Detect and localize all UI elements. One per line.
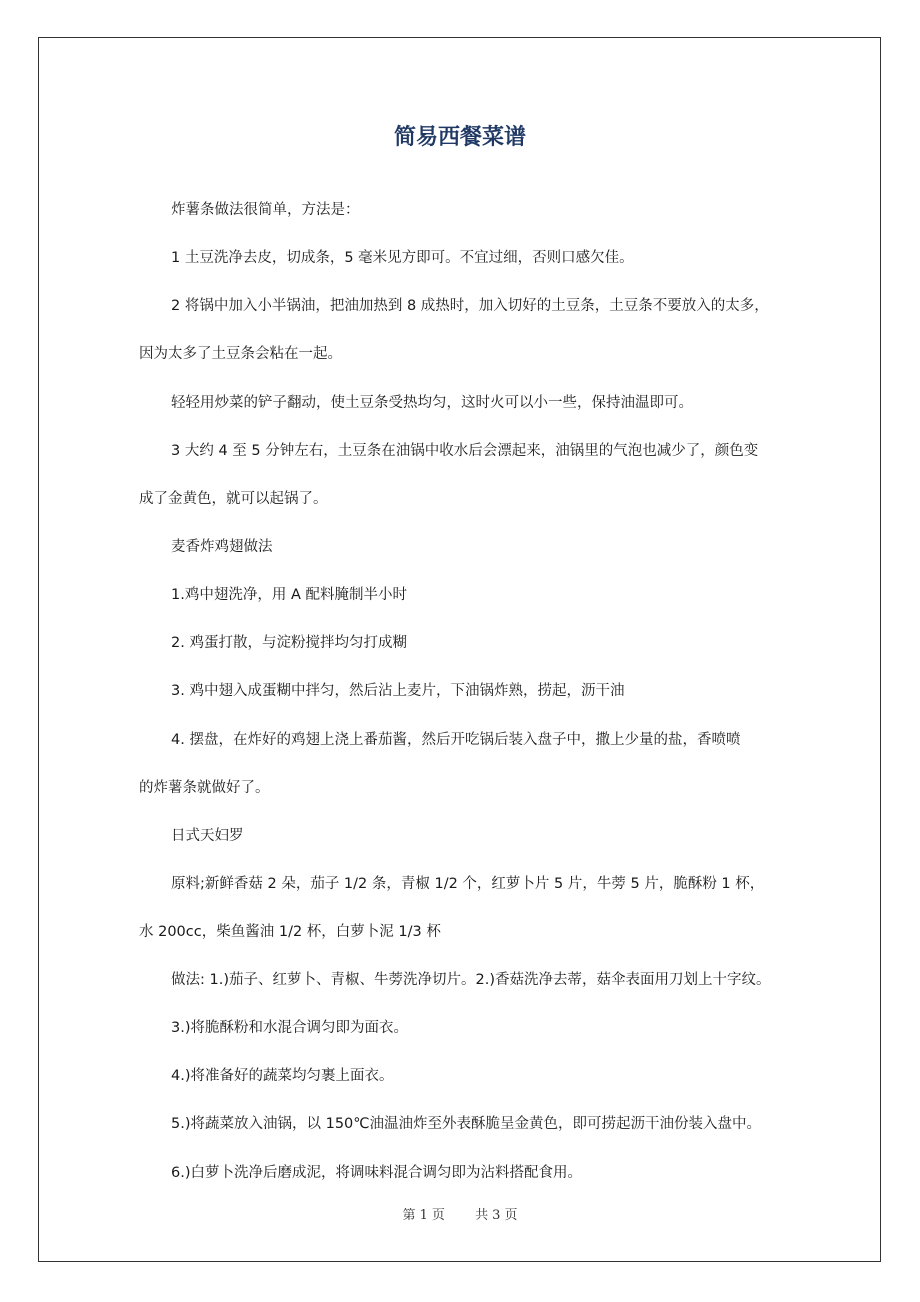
paragraph: 做法: 1.)茄子、红萝卜、青椒、牛蒡洗净切片。2.)香菇洗净去蒂，菇伞表面用刀划上十字纹。 — [171, 972, 771, 988]
paragraph: 4. 摆盘，在炸好的鸡翅上浇上番茄酱，然后开吃锅后装入盘子中，撒上少量的盐，香喷喷 — [171, 732, 741, 748]
paragraph: 1 土豆洗净去皮，切成条，5 毫米见方即可。不宜过细，否则口感欠佳。 — [171, 250, 634, 266]
paragraph: 炸薯条做法很简单，方法是： — [171, 202, 360, 218]
page-current: 1 — [419, 1208, 428, 1223]
paragraph: 1.鸡中翅洗净，用 A 配料腌制半小时 — [171, 587, 407, 603]
paragraph-continuation: 因为太多了土豆条会粘在一起。 — [139, 346, 342, 362]
paragraph-continuation: 成了金黄色，就可以起锅了。 — [139, 491, 328, 507]
page-footer — [0, 1206, 920, 1226]
total-prefix: 共 — [475, 1208, 489, 1223]
paragraph: 轻轻用炒菜的铲子翻动，使土豆条受热均匀，这时火可以小一些，保持油温即可。 — [171, 395, 693, 411]
paragraph: 6.)白萝卜洗净后磨成泥，将调味料混合调匀即为沾料搭配食用。 — [171, 1165, 582, 1181]
page-unit: 页 — [431, 1208, 445, 1223]
paragraph: 5.)将蔬菜放入油锅，以 150℃油温油炸至外表酥脆呈金黄色，即可捞起沥干油份装入盘中。 — [171, 1116, 762, 1132]
paragraph: 4.)将准备好的蔬菜均匀裹上面衣。 — [171, 1068, 394, 1084]
paragraph: 2. 鸡蛋打散，与淀粉搅拌均匀打成糊 — [171, 635, 407, 651]
paragraph: 3 大约 4 至 5 分钟左右，土豆条在油锅中收水后会漂起来，油锅里的气泡也减少了，颜色变 — [171, 443, 759, 459]
section-heading: 麦香炸鸡翅做法 — [171, 539, 273, 555]
paragraph: 3. 鸡中翅入成蛋糊中拌匀，然后沾上麦片，下油锅炸熟，捞起，沥干油 — [171, 683, 625, 699]
paragraph-continuation: 水 200cc，柴鱼酱油 1/2 杯，白萝卜泥 1/3 杯 — [139, 924, 441, 940]
page-total: 3 — [492, 1208, 501, 1223]
total-unit: 页 — [504, 1208, 518, 1223]
section-heading: 日式天妇罗 — [171, 828, 244, 844]
paragraph: 原料;新鲜香菇 2 朵，茄子 1/2 条，青椒 1/2 个，红萝卜片 5 片，牛蒡 5 片，脆酥粉 1 杯， — [171, 876, 765, 892]
paragraph: 3.)将脆酥粉和水混合调匀即为面衣。 — [171, 1020, 408, 1036]
page-prefix: 第 — [402, 1208, 416, 1223]
paragraph: 2 将锅中加入小半锅油，把油加热到 8 成热时，加入切好的土豆条，土豆条不要放入的太多， — [171, 298, 769, 314]
document-title: 简易西餐菜谱 — [393, 125, 526, 150]
paragraph-continuation: 的炸薯条就做好了。 — [139, 780, 270, 796]
